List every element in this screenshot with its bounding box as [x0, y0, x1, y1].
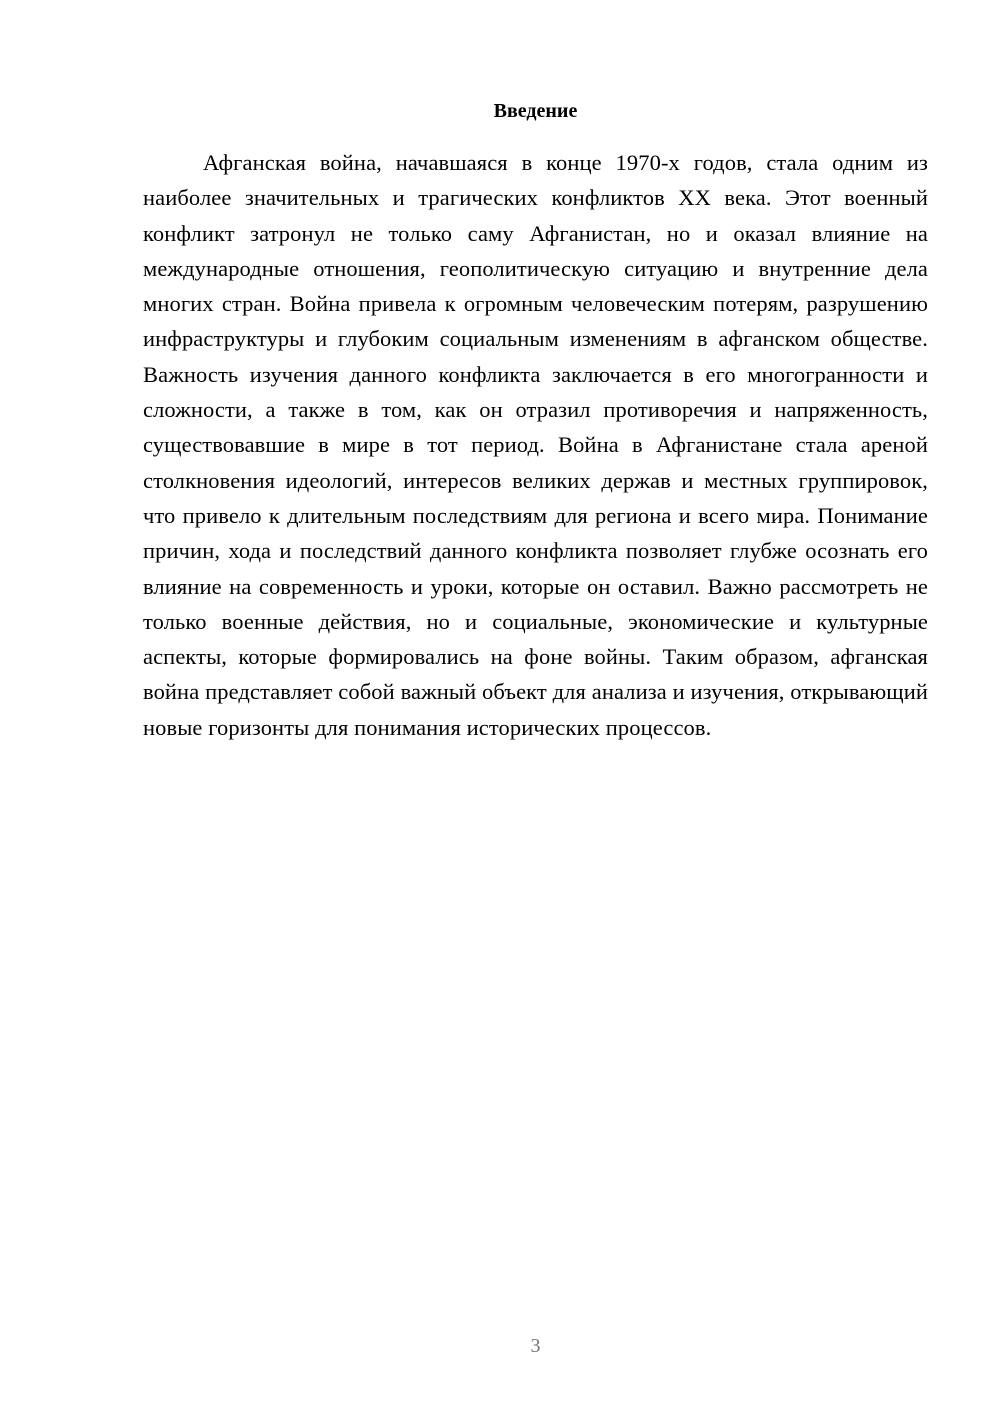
page-number: 3	[530, 1335, 541, 1357]
body-paragraph: Афганская война, начавшаяся в конце 1970-х годов, стала одним из наиболее значительных и трагических конфликтов XX века. Этот военный конфликт затронул не только саму Афганистан, но и оказал влияние на международные отношения, геополитическую ситуацию и внутренние дела многих стран. Война привела к огромным человеческим потерям, разрушению инфраструктуры и глубоким социальным изменениям в афганском обществе. Важность изучения данного конфликта заключается в его многогранности и сложности, а также в том, как он отразил противоречия и напряженность, существовавшие в мире в тот период. Война в Афганистане стала ареной столкновения идеологий, интересов великих держав и местных группировок, что привело к длительным последствиям для региона и всего мира. Понимание причин, хода и последствий данного конфликта позволяет глубже осознать его влияние на современность и уроки, которые он оставил. Важно рассмотреть не только военные действия, но и социальные, экономические и культурные аспекты, которые формировались на фоне войны. Таким образом, афганская война представляет собой важный объект для анализа и изучения, открывающий новые горизонты для понимания исторических процессов.	[143, 150, 928, 740]
section-heading: Введение	[493, 100, 578, 122]
